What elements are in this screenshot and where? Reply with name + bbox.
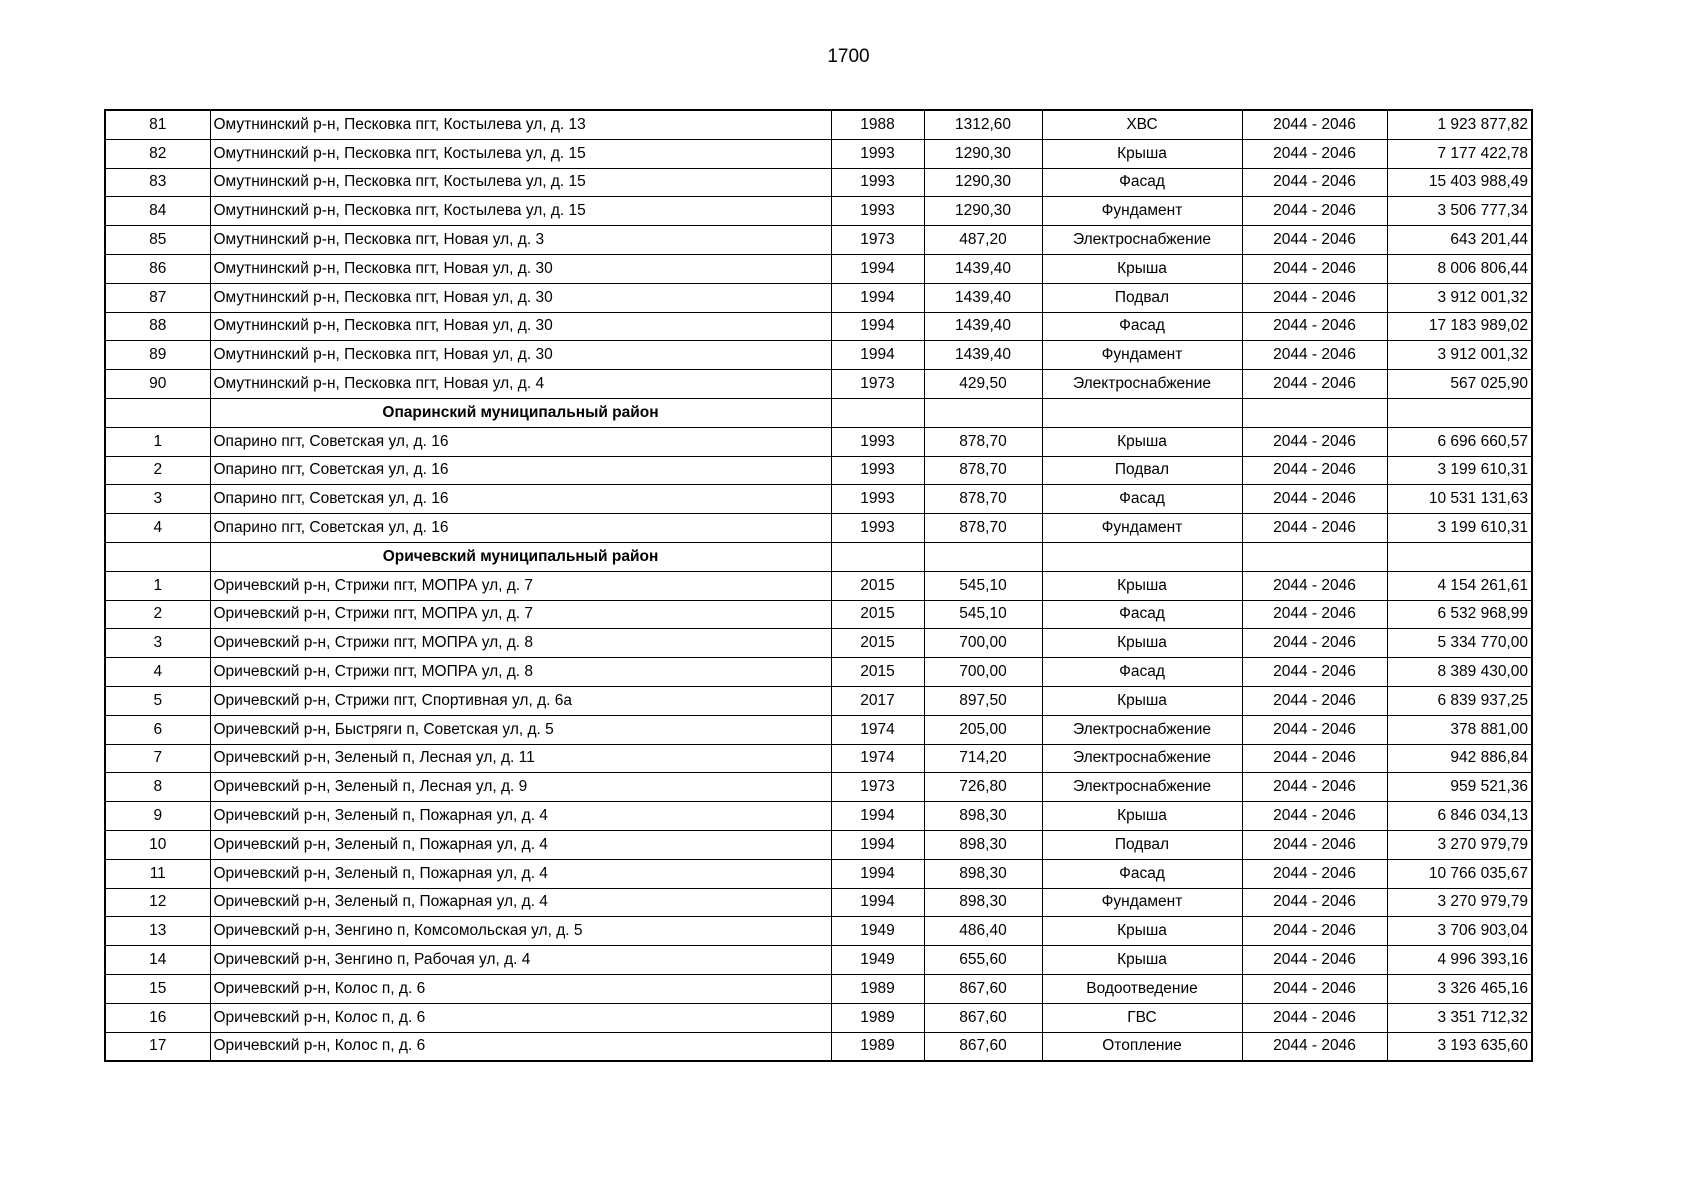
period-cell: 2044 - 2046 <box>1242 485 1387 514</box>
cost-cell: 3 912 001,32 <box>1387 283 1532 312</box>
work-type-cell: Электроснабжение <box>1042 226 1242 255</box>
row-number-cell: 89 <box>105 341 210 370</box>
address-cell: Оричевский р-н, Стрижи пгт, МОПРА ул, д. 8 <box>210 658 831 687</box>
table-row <box>105 254 1532 283</box>
table-row <box>105 168 1532 197</box>
empty-cell <box>1242 398 1387 427</box>
table-row <box>105 370 1532 399</box>
table-row <box>105 226 1532 255</box>
row-number-cell: 85 <box>105 226 210 255</box>
period-cell: 2044 - 2046 <box>1242 686 1387 715</box>
period-cell: 2044 - 2046 <box>1242 773 1387 802</box>
row-number-cell: 15 <box>105 974 210 1003</box>
year-cell: 1973 <box>831 773 924 802</box>
year-cell: 1973 <box>831 226 924 255</box>
cost-cell: 10 531 131,63 <box>1387 485 1532 514</box>
work-type-cell: Фасад <box>1042 168 1242 197</box>
area-cell: 878,70 <box>924 456 1042 485</box>
section-title: Опаринский муниципальный район <box>210 398 831 427</box>
work-type-cell: Подвал <box>1042 456 1242 485</box>
area-cell: 1312,60 <box>924 110 1042 139</box>
address-cell: Оричевский р-н, Стрижи пгт, Спортивная ул, д. 6а <box>210 686 831 715</box>
area-cell: 487,20 <box>924 226 1042 255</box>
table-row <box>105 744 1532 773</box>
table-row <box>105 946 1532 975</box>
work-type-cell: Электроснабжение <box>1042 370 1242 399</box>
table-row <box>105 312 1532 341</box>
period-cell: 2044 - 2046 <box>1242 254 1387 283</box>
row-number-cell: 9 <box>105 802 210 831</box>
cost-cell: 3 326 465,16 <box>1387 974 1532 1003</box>
address-cell: Оричевский р-н, Зеленый п, Пожарная ул, д. 4 <box>210 888 831 917</box>
area-cell: 898,30 <box>924 830 1042 859</box>
year-cell: 1973 <box>831 370 924 399</box>
year-cell: 1993 <box>831 514 924 543</box>
cost-cell: 4 154 261,61 <box>1387 571 1532 600</box>
row-number-cell: 5 <box>105 686 210 715</box>
address-cell: Опарино пгт, Советская ул, д. 16 <box>210 456 831 485</box>
table-row <box>105 1003 1532 1032</box>
year-cell: 2015 <box>831 658 924 687</box>
work-type-cell: ХВС <box>1042 110 1242 139</box>
area-cell: 545,10 <box>924 600 1042 629</box>
work-type-cell: Водоотведение <box>1042 974 1242 1003</box>
cost-cell: 942 886,84 <box>1387 744 1532 773</box>
work-type-cell: Крыша <box>1042 946 1242 975</box>
area-cell: 867,60 <box>924 1003 1042 1032</box>
cost-cell: 3 351 712,32 <box>1387 1003 1532 1032</box>
area-cell: 700,00 <box>924 629 1042 658</box>
period-cell: 2044 - 2046 <box>1242 427 1387 456</box>
year-cell: 1993 <box>831 168 924 197</box>
empty-cell <box>1387 542 1532 571</box>
period-cell: 2044 - 2046 <box>1242 226 1387 255</box>
year-cell: 1989 <box>831 1003 924 1032</box>
cost-cell: 3 506 777,34 <box>1387 197 1532 226</box>
period-cell: 2044 - 2046 <box>1242 168 1387 197</box>
row-number-cell: 88 <box>105 312 210 341</box>
row-number-cell: 3 <box>105 629 210 658</box>
cost-cell: 6 532 968,99 <box>1387 600 1532 629</box>
work-type-cell: Подвал <box>1042 830 1242 859</box>
address-cell: Омутнинский р-н, Песковка пгт, Костылева ул, д. 15 <box>210 197 831 226</box>
year-cell: 1994 <box>831 888 924 917</box>
work-type-cell: Электроснабжение <box>1042 773 1242 802</box>
table-row <box>105 456 1532 485</box>
address-cell: Оричевский р-н, Зеленый п, Лесная ул, д. 9 <box>210 773 831 802</box>
year-cell: 1994 <box>831 254 924 283</box>
period-cell: 2044 - 2046 <box>1242 974 1387 1003</box>
row-number-cell: 82 <box>105 139 210 168</box>
area-cell: 878,70 <box>924 514 1042 543</box>
work-type-cell: Фасад <box>1042 312 1242 341</box>
period-cell: 2044 - 2046 <box>1242 946 1387 975</box>
work-type-cell: Электроснабжение <box>1042 715 1242 744</box>
work-type-cell: Фундамент <box>1042 341 1242 370</box>
row-number-cell: 12 <box>105 888 210 917</box>
year-cell: 1988 <box>831 110 924 139</box>
area-cell: 486,40 <box>924 917 1042 946</box>
period-cell: 2044 - 2046 <box>1242 571 1387 600</box>
area-cell: 714,20 <box>924 744 1042 773</box>
address-cell: Оричевский р-н, Колос п, д. 6 <box>210 1003 831 1032</box>
empty-cell <box>831 542 924 571</box>
row-number-cell: 2 <box>105 600 210 629</box>
year-cell: 1974 <box>831 715 924 744</box>
work-type-cell: Фундамент <box>1042 888 1242 917</box>
year-cell: 1949 <box>831 946 924 975</box>
year-cell: 1949 <box>831 917 924 946</box>
work-type-cell: Фасад <box>1042 600 1242 629</box>
address-cell: Омутнинский р-н, Песковка пгт, Новая ул, д. 4 <box>210 370 831 399</box>
row-number-cell: 13 <box>105 917 210 946</box>
address-cell: Омутнинский р-н, Песковка пгт, Новая ул, д. 30 <box>210 341 831 370</box>
address-cell: Омутнинский р-н, Песковка пгт, Костылева ул, д. 15 <box>210 168 831 197</box>
table-row <box>105 514 1532 543</box>
empty-cell <box>1242 542 1387 571</box>
table-row <box>105 197 1532 226</box>
work-type-cell: ГВС <box>1042 1003 1242 1032</box>
cost-cell: 17 183 989,02 <box>1387 312 1532 341</box>
work-type-cell: Фундамент <box>1042 514 1242 543</box>
address-cell: Омутнинский р-н, Песковка пгт, Новая ул, д. 30 <box>210 254 831 283</box>
area-cell: 867,60 <box>924 1032 1042 1061</box>
row-number-cell: 2 <box>105 456 210 485</box>
table-row <box>105 139 1532 168</box>
cost-cell: 10 766 035,67 <box>1387 859 1532 888</box>
table-row <box>105 427 1532 456</box>
year-cell: 1994 <box>831 859 924 888</box>
row-number-cell: 10 <box>105 830 210 859</box>
period-cell: 2044 - 2046 <box>1242 859 1387 888</box>
address-cell: Оричевский р-н, Зенгино п, Комсомольская ул, д. 5 <box>210 917 831 946</box>
table-row <box>105 341 1532 370</box>
work-type-cell: Подвал <box>1042 283 1242 312</box>
area-cell: 655,60 <box>924 946 1042 975</box>
area-cell: 878,70 <box>924 485 1042 514</box>
work-type-cell: Крыша <box>1042 427 1242 456</box>
cost-cell: 3 199 610,31 <box>1387 514 1532 543</box>
period-cell: 2044 - 2046 <box>1242 658 1387 687</box>
table-row <box>105 658 1532 687</box>
row-number-cell: 11 <box>105 859 210 888</box>
row-number-cell: 83 <box>105 168 210 197</box>
address-cell: Омутнинский р-н, Песковка пгт, Костылева ул, д. 15 <box>210 139 831 168</box>
year-cell: 2017 <box>831 686 924 715</box>
work-type-cell: Крыша <box>1042 802 1242 831</box>
period-cell: 2044 - 2046 <box>1242 917 1387 946</box>
empty-cell <box>1387 398 1532 427</box>
row-number-cell: 6 <box>105 715 210 744</box>
cost-cell: 7 177 422,78 <box>1387 139 1532 168</box>
registry-body <box>105 110 1532 1061</box>
year-cell: 1994 <box>831 802 924 831</box>
page-number: 1700 <box>827 46 870 67</box>
work-type-cell: Фундамент <box>1042 197 1242 226</box>
period-cell: 2044 - 2046 <box>1242 629 1387 658</box>
work-type-cell: Крыша <box>1042 254 1242 283</box>
area-cell: 545,10 <box>924 571 1042 600</box>
work-type-cell: Фасад <box>1042 859 1242 888</box>
cost-cell: 8 006 806,44 <box>1387 254 1532 283</box>
work-type-cell: Крыша <box>1042 917 1242 946</box>
table-row <box>105 773 1532 802</box>
table-row <box>105 1032 1532 1061</box>
work-type-cell: Крыша <box>1042 686 1242 715</box>
cost-cell: 1 923 877,82 <box>1387 110 1532 139</box>
registry-table <box>104 109 1533 1062</box>
row-number-cell: 4 <box>105 658 210 687</box>
address-cell: Омутнинский р-н, Песковка пгт, Новая ул, д. 3 <box>210 226 831 255</box>
empty-cell <box>1042 542 1242 571</box>
table-row <box>105 715 1532 744</box>
period-cell: 2044 - 2046 <box>1242 744 1387 773</box>
address-cell: Оричевский р-н, Зеленый п, Пожарная ул, д. 4 <box>210 859 831 888</box>
year-cell: 1993 <box>831 139 924 168</box>
work-type-cell: Крыша <box>1042 139 1242 168</box>
empty-cell <box>105 542 210 571</box>
cost-cell: 643 201,44 <box>1387 226 1532 255</box>
cost-cell: 5 334 770,00 <box>1387 629 1532 658</box>
row-number-cell: 14 <box>105 946 210 975</box>
period-cell: 2044 - 2046 <box>1242 283 1387 312</box>
year-cell: 2015 <box>831 600 924 629</box>
row-number-cell: 17 <box>105 1032 210 1061</box>
cost-cell: 3 912 001,32 <box>1387 341 1532 370</box>
empty-cell <box>924 542 1042 571</box>
cost-cell: 6 696 660,57 <box>1387 427 1532 456</box>
area-cell: 726,80 <box>924 773 1042 802</box>
period-cell: 2044 - 2046 <box>1242 600 1387 629</box>
table-row <box>105 974 1532 1003</box>
cost-cell: 3 270 979,79 <box>1387 888 1532 917</box>
table-row <box>105 859 1532 888</box>
area-cell: 867,60 <box>924 974 1042 1003</box>
cost-cell: 378 881,00 <box>1387 715 1532 744</box>
period-cell: 2044 - 2046 <box>1242 456 1387 485</box>
row-number-cell: 4 <box>105 514 210 543</box>
table-row <box>105 802 1532 831</box>
table-row <box>105 888 1532 917</box>
work-type-cell: Крыша <box>1042 571 1242 600</box>
table-row <box>105 283 1532 312</box>
empty-cell <box>831 398 924 427</box>
period-cell: 2044 - 2046 <box>1242 715 1387 744</box>
area-cell: 898,30 <box>924 859 1042 888</box>
cost-cell: 6 839 937,25 <box>1387 686 1532 715</box>
year-cell: 1994 <box>831 312 924 341</box>
area-cell: 205,00 <box>924 715 1042 744</box>
section-header-row <box>105 542 1532 571</box>
work-type-cell: Фасад <box>1042 485 1242 514</box>
table-row <box>105 830 1532 859</box>
row-number-cell: 1 <box>105 571 210 600</box>
area-cell: 1439,40 <box>924 312 1042 341</box>
address-cell: Оричевский р-н, Быстряги п, Советская ул, д. 5 <box>210 715 831 744</box>
table-row <box>105 110 1532 139</box>
area-cell: 1290,30 <box>924 197 1042 226</box>
area-cell: 878,70 <box>924 427 1042 456</box>
address-cell: Опарино пгт, Советская ул, д. 16 <box>210 485 831 514</box>
address-cell: Оричевский р-н, Зенгино п, Рабочая ул, д. 4 <box>210 946 831 975</box>
cost-cell: 959 521,36 <box>1387 773 1532 802</box>
cost-cell: 3 199 610,31 <box>1387 456 1532 485</box>
row-number-cell: 7 <box>105 744 210 773</box>
area-cell: 897,50 <box>924 686 1042 715</box>
year-cell: 1994 <box>831 283 924 312</box>
table-row <box>105 485 1532 514</box>
period-cell: 2044 - 2046 <box>1242 888 1387 917</box>
table-row <box>105 686 1532 715</box>
row-number-cell: 90 <box>105 370 210 399</box>
work-type-cell: Фасад <box>1042 658 1242 687</box>
period-cell: 2044 - 2046 <box>1242 110 1387 139</box>
row-number-cell: 87 <box>105 283 210 312</box>
area-cell: 1290,30 <box>924 139 1042 168</box>
year-cell: 2015 <box>831 571 924 600</box>
cost-cell: 3 193 635,60 <box>1387 1032 1532 1061</box>
area-cell: 1290,30 <box>924 168 1042 197</box>
cost-cell: 567 025,90 <box>1387 370 1532 399</box>
area-cell: 1439,40 <box>924 254 1042 283</box>
year-cell: 1994 <box>831 830 924 859</box>
table-row <box>105 571 1532 600</box>
year-cell: 1989 <box>831 974 924 1003</box>
address-cell: Опарино пгт, Советская ул, д. 16 <box>210 514 831 543</box>
period-cell: 2044 - 2046 <box>1242 341 1387 370</box>
year-cell: 1974 <box>831 744 924 773</box>
address-cell: Омутнинский р-н, Песковка пгт, Новая ул, д. 30 <box>210 312 831 341</box>
address-cell: Оричевский р-н, Зеленый п, Лесная ул, д. 11 <box>210 744 831 773</box>
row-number-cell: 8 <box>105 773 210 802</box>
row-number-cell: 84 <box>105 197 210 226</box>
period-cell: 2044 - 2046 <box>1242 312 1387 341</box>
year-cell: 1993 <box>831 427 924 456</box>
period-cell: 2044 - 2046 <box>1242 1032 1387 1061</box>
address-cell: Омутнинский р-н, Песковка пгт, Новая ул, д. 30 <box>210 283 831 312</box>
address-cell: Опарино пгт, Советская ул, д. 16 <box>210 427 831 456</box>
section-header-row <box>105 398 1532 427</box>
year-cell: 1994 <box>831 341 924 370</box>
period-cell: 2044 - 2046 <box>1242 197 1387 226</box>
row-number-cell: 86 <box>105 254 210 283</box>
period-cell: 2044 - 2046 <box>1242 1003 1387 1032</box>
row-number-cell: 81 <box>105 110 210 139</box>
year-cell: 1993 <box>831 456 924 485</box>
year-cell: 2015 <box>831 629 924 658</box>
empty-cell <box>924 398 1042 427</box>
period-cell: 2044 - 2046 <box>1242 802 1387 831</box>
empty-cell <box>1042 398 1242 427</box>
area-cell: 898,30 <box>924 888 1042 917</box>
address-cell: Оричевский р-н, Колос п, д. 6 <box>210 974 831 1003</box>
row-number-cell: 3 <box>105 485 210 514</box>
area-cell: 700,00 <box>924 658 1042 687</box>
year-cell: 1993 <box>831 197 924 226</box>
work-type-cell: Отопление <box>1042 1032 1242 1061</box>
period-cell: 2044 - 2046 <box>1242 830 1387 859</box>
row-number-cell: 16 <box>105 1003 210 1032</box>
row-number-cell: 1 <box>105 427 210 456</box>
area-cell: 1439,40 <box>924 341 1042 370</box>
cost-cell: 6 846 034,13 <box>1387 802 1532 831</box>
empty-cell <box>105 398 210 427</box>
cost-cell: 3 270 979,79 <box>1387 830 1532 859</box>
address-cell: Омутнинский р-н, Песковка пгт, Костылева ул, д. 13 <box>210 110 831 139</box>
work-type-cell: Крыша <box>1042 629 1242 658</box>
period-cell: 2044 - 2046 <box>1242 370 1387 399</box>
year-cell: 1989 <box>831 1032 924 1061</box>
table-row <box>105 629 1532 658</box>
address-cell: Оричевский р-н, Стрижи пгт, МОПРА ул, д. 8 <box>210 629 831 658</box>
cost-cell: 4 996 393,16 <box>1387 946 1532 975</box>
address-cell: Оричевский р-н, Зеленый п, Пожарная ул, д. 4 <box>210 830 831 859</box>
work-type-cell: Электроснабжение <box>1042 744 1242 773</box>
section-title: Оричевский муниципальный район <box>210 542 831 571</box>
area-cell: 898,30 <box>924 802 1042 831</box>
address-cell: Оричевский р-н, Колос п, д. 6 <box>210 1032 831 1061</box>
year-cell: 1993 <box>831 485 924 514</box>
period-cell: 2044 - 2046 <box>1242 514 1387 543</box>
address-cell: Оричевский р-н, Стрижи пгт, МОПРА ул, д. 7 <box>210 571 831 600</box>
period-cell: 2044 - 2046 <box>1242 139 1387 168</box>
cost-cell: 8 389 430,00 <box>1387 658 1532 687</box>
table-row <box>105 600 1532 629</box>
cost-cell: 3 706 903,04 <box>1387 917 1532 946</box>
cost-cell: 15 403 988,49 <box>1387 168 1532 197</box>
area-cell: 1439,40 <box>924 283 1042 312</box>
area-cell: 429,50 <box>924 370 1042 399</box>
address-cell: Оричевский р-н, Зеленый п, Пожарная ул, д. 4 <box>210 802 831 831</box>
table-row <box>105 917 1532 946</box>
address-cell: Оричевский р-н, Стрижи пгт, МОПРА ул, д. 7 <box>210 600 831 629</box>
